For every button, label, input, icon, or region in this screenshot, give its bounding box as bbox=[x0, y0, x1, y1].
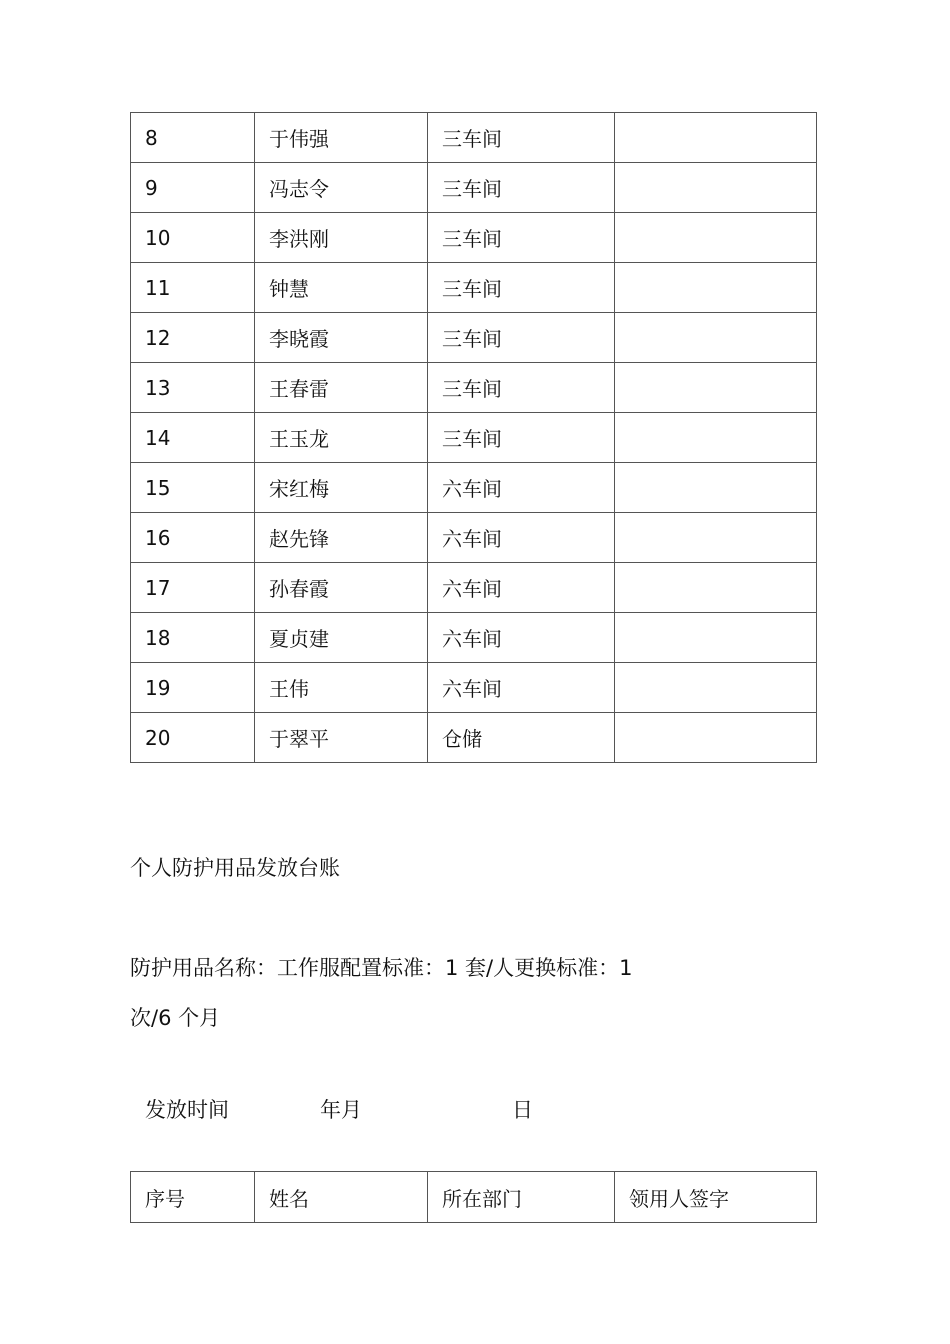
cell-name: 夏贞建 bbox=[255, 613, 428, 663]
cell-no: 8 bbox=[131, 113, 255, 163]
cell-no: 13 bbox=[131, 363, 255, 413]
cell-no: 16 bbox=[131, 513, 255, 563]
cell-dept: 三车间 bbox=[428, 263, 615, 313]
cell-signature bbox=[615, 163, 817, 213]
spec-line-2: 次/6 个月 bbox=[130, 1006, 221, 1030]
header-sign: 领用人签字 bbox=[615, 1172, 817, 1223]
cell-no: 14 bbox=[131, 413, 255, 463]
cell-no: 19 bbox=[131, 663, 255, 713]
cell-signature bbox=[615, 213, 817, 263]
cell-dept: 三车间 bbox=[428, 213, 615, 263]
header-row bbox=[131, 1172, 817, 1223]
year-month-label: 年月 bbox=[320, 1098, 362, 1122]
cell-dept: 六车间 bbox=[428, 563, 615, 613]
table-row bbox=[131, 513, 817, 563]
cell-dept: 六车间 bbox=[428, 613, 615, 663]
cell-name: 孙春霞 bbox=[255, 563, 428, 613]
cell-signature bbox=[615, 513, 817, 563]
cell-name: 王玉龙 bbox=[255, 413, 428, 463]
table-row bbox=[131, 363, 817, 413]
day-label: 日 bbox=[512, 1098, 533, 1122]
cell-signature bbox=[615, 563, 817, 613]
cell-dept: 六车间 bbox=[428, 513, 615, 563]
cell-signature bbox=[615, 413, 817, 463]
table-row bbox=[131, 213, 817, 263]
cell-signature bbox=[615, 613, 817, 663]
cell-signature bbox=[615, 113, 817, 163]
cell-dept: 六车间 bbox=[428, 663, 615, 713]
cell-dept: 三车间 bbox=[428, 113, 615, 163]
cell-dept: 三车间 bbox=[428, 363, 615, 413]
table-row bbox=[131, 613, 817, 663]
table-row bbox=[131, 663, 817, 713]
cell-dept: 三车间 bbox=[428, 163, 615, 213]
cell-name: 钟慧 bbox=[255, 263, 428, 313]
cell-signature bbox=[615, 363, 817, 413]
roster-body bbox=[131, 113, 817, 763]
table-row bbox=[131, 563, 817, 613]
table-row bbox=[131, 713, 817, 763]
header-dept: 所在部门 bbox=[428, 1172, 615, 1223]
cell-dept: 六车间 bbox=[428, 463, 615, 513]
cell-name: 王春雷 bbox=[255, 363, 428, 413]
cell-signature bbox=[615, 463, 817, 513]
cell-name: 王伟 bbox=[255, 663, 428, 713]
table-row bbox=[131, 313, 817, 363]
cell-no: 11 bbox=[131, 263, 255, 313]
cell-dept: 仓储 bbox=[428, 713, 615, 763]
ledger-header-table bbox=[130, 1171, 817, 1223]
cell-no: 20 bbox=[131, 713, 255, 763]
table-row bbox=[131, 163, 817, 213]
cell-dept: 三车间 bbox=[428, 413, 615, 463]
cell-name: 李洪刚 bbox=[255, 213, 428, 263]
cell-name: 宋红梅 bbox=[255, 463, 428, 513]
spec-line-1: 防护用品名称：工作服配置标准：1 套/人更换标准：1 bbox=[130, 956, 633, 980]
cell-signature bbox=[615, 313, 817, 363]
cell-signature bbox=[615, 263, 817, 313]
cell-name: 赵先锋 bbox=[255, 513, 428, 563]
cell-no: 9 bbox=[131, 163, 255, 213]
cell-name: 冯志令 bbox=[255, 163, 428, 213]
header-name: 姓名 bbox=[255, 1172, 428, 1223]
cell-name: 李晓霞 bbox=[255, 313, 428, 363]
table-row bbox=[131, 463, 817, 513]
cell-no: 10 bbox=[131, 213, 255, 263]
cell-signature bbox=[615, 713, 817, 763]
table-row bbox=[131, 413, 817, 463]
cell-no: 17 bbox=[131, 563, 255, 613]
ledger-title: 个人防护用品发放台账 bbox=[130, 856, 340, 880]
cell-signature bbox=[615, 663, 817, 713]
cell-no: 12 bbox=[131, 313, 255, 363]
cell-no: 18 bbox=[131, 613, 255, 663]
roster-table bbox=[130, 112, 817, 763]
table-row bbox=[131, 113, 817, 163]
table-row bbox=[131, 263, 817, 313]
cell-name: 于翠平 bbox=[255, 713, 428, 763]
header-no: 序号 bbox=[131, 1172, 255, 1223]
issue-time-label: 发放时间 bbox=[145, 1098, 229, 1122]
cell-dept: 三车间 bbox=[428, 313, 615, 363]
cell-no: 15 bbox=[131, 463, 255, 513]
cell-name: 于伟强 bbox=[255, 113, 428, 163]
